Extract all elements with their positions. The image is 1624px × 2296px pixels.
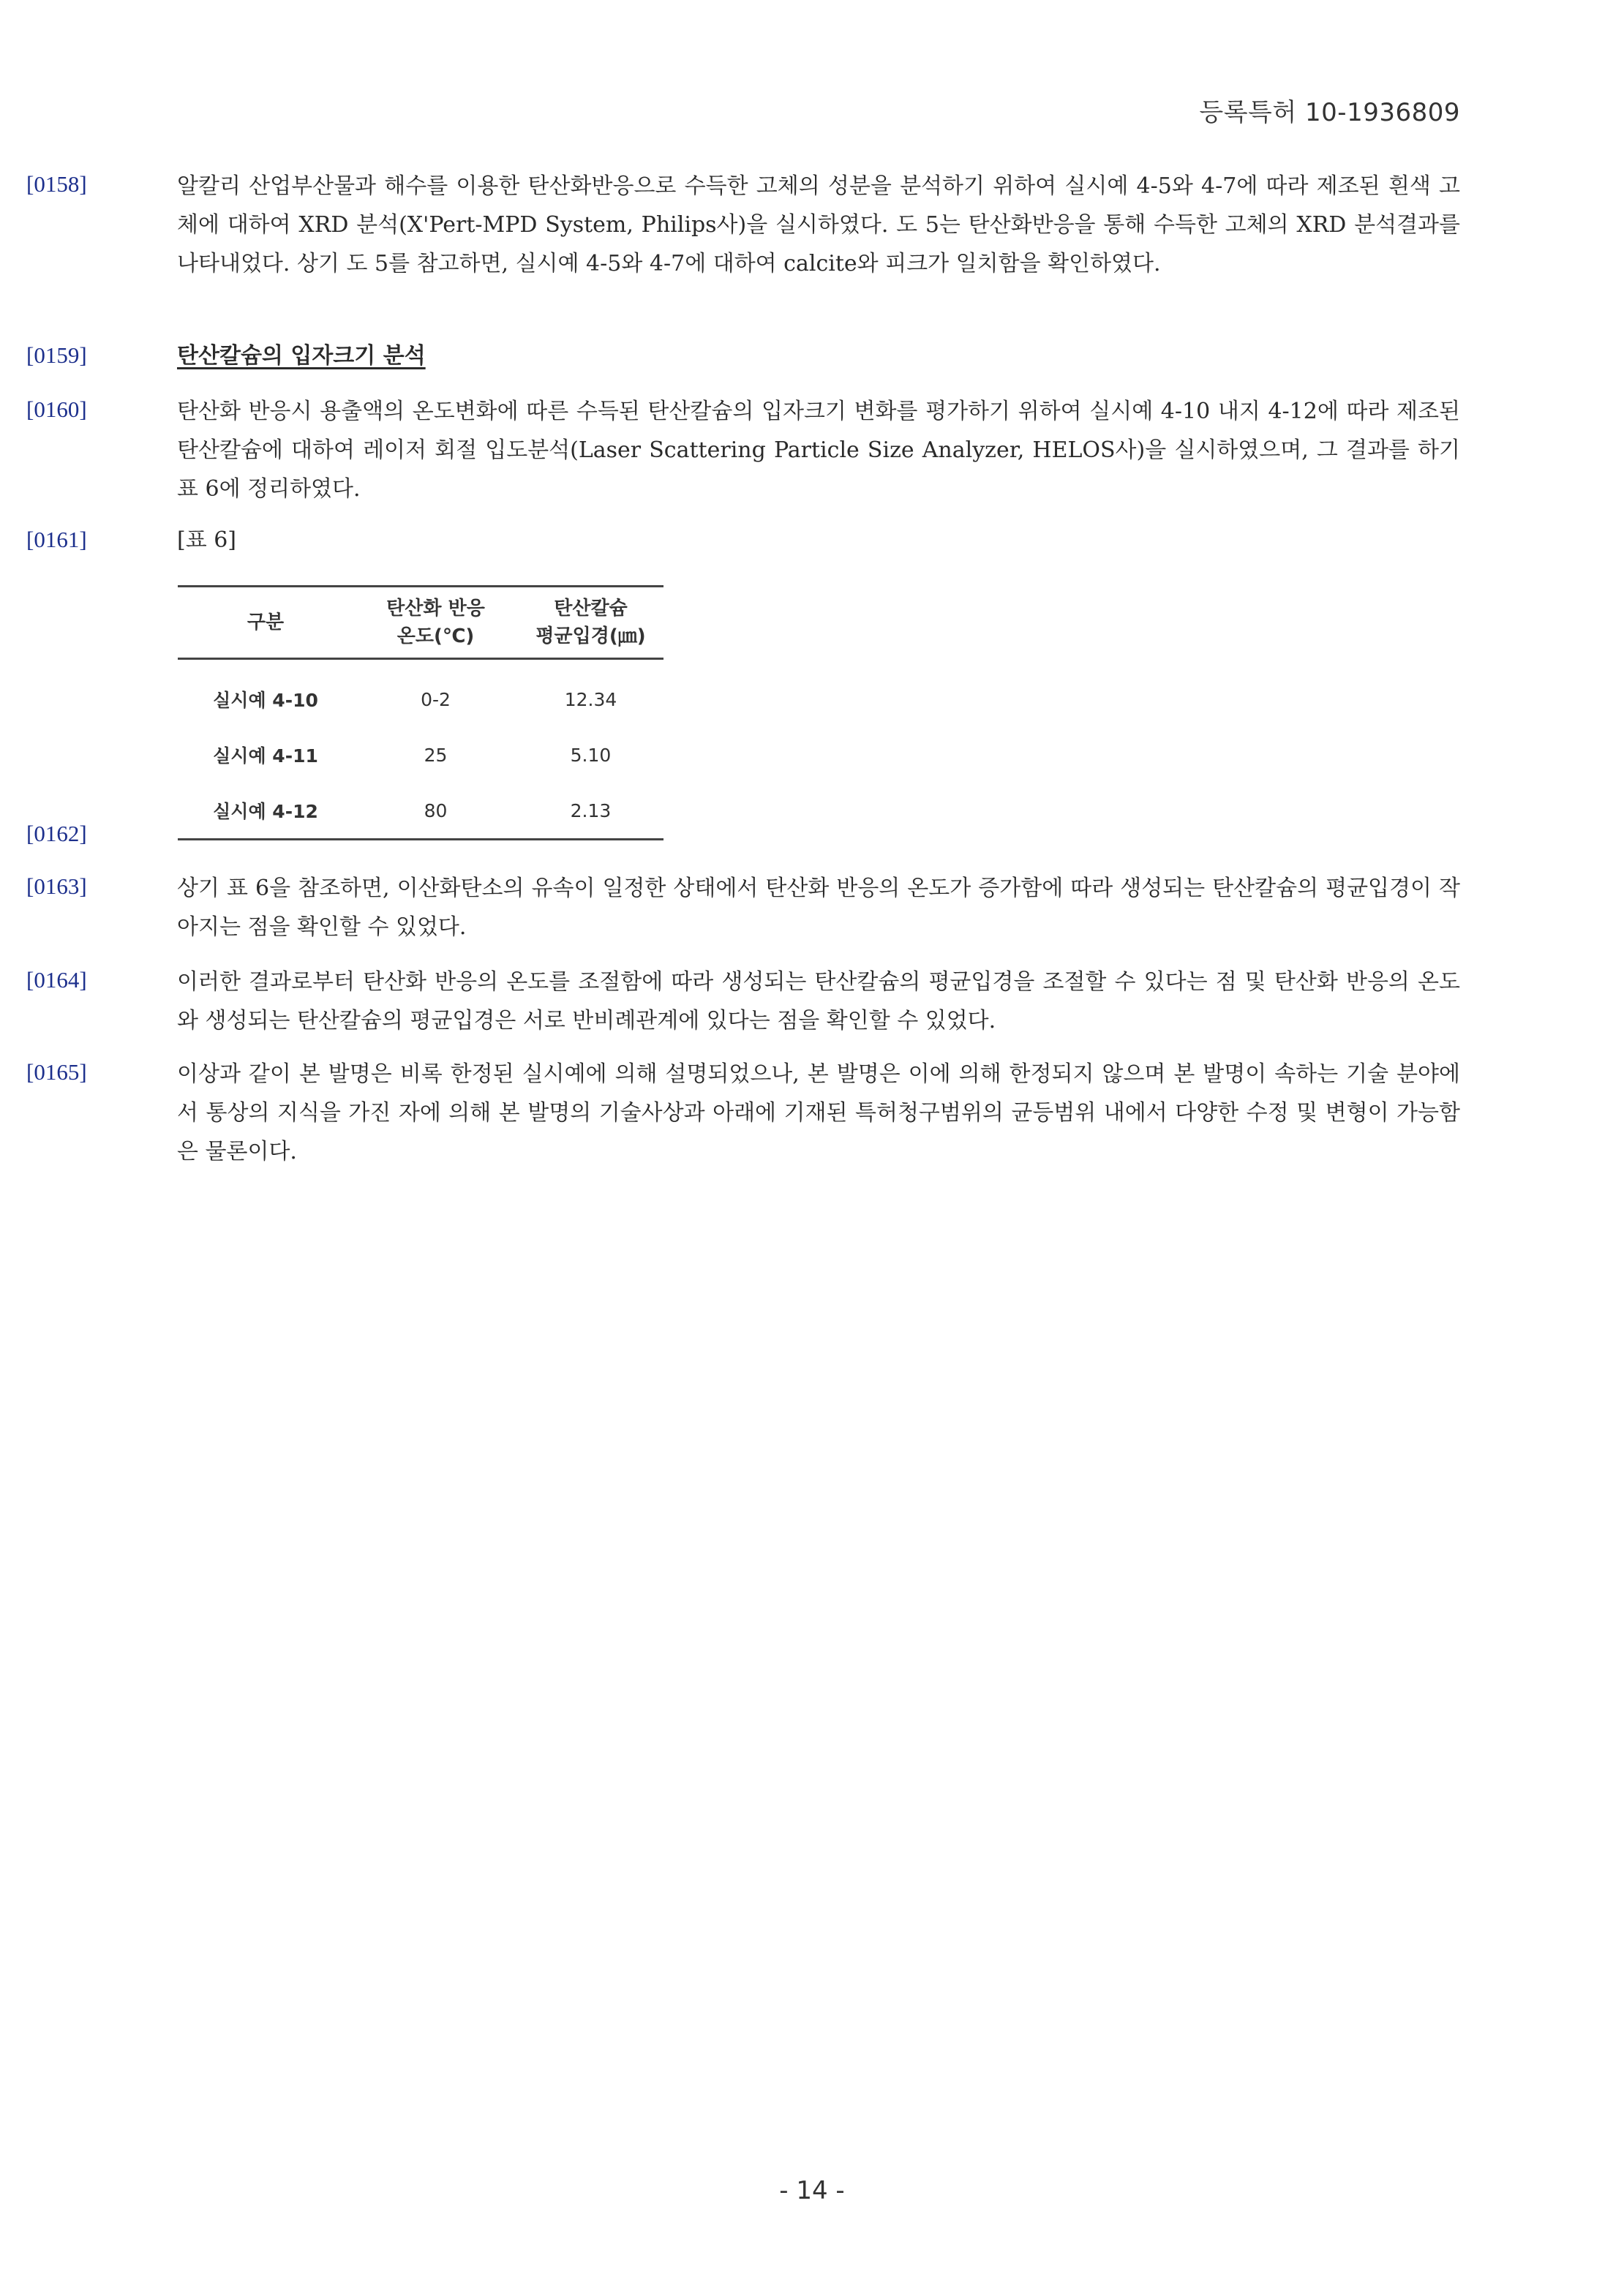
row-particle-size: 2.13 — [518, 783, 663, 840]
paragraph-number: [0161] — [26, 527, 87, 552]
table-row — [178, 727, 663, 783]
paragraph-number: [0158] — [26, 171, 87, 197]
row-label: 실시예 4-11 — [213, 745, 318, 767]
header-temperature: 탄산화 반응 온도(℃) — [353, 587, 518, 659]
paragraph-number: [0163] — [26, 873, 87, 899]
paragraph-text: 상기 표 6을 참조하면, 이산화탄소의 유속이 일정한 상태에서 탄산화 반응의 온도가 증가함에 따라 생성되는 탄산칼슘의 평균입경이 작아지는 점을 확인할 수 있었다. — [177, 876, 1460, 940]
header-particle-size: 탄산칼슘 평균입경(㎛) — [518, 587, 663, 659]
paragraph-text: 알칼리 산업부산물과 해수를 이용한 탄산화반응으로 수득한 고체의 성분을 분석하기 위하여 실시예 4-5와 4-7에 따라 제조된 흰색 고체에 대하여 XRD 분석(X'Pert-MPD System, Philips사)을 실시하였다. 도 5는 탄산화반응을 통해 수득한 고체의 XRD 분석결과를 나타내었다. 상기 도 5를 참고하면, 실시예 4-5와 4-7에 대하여 calcite와 피크가 일치함을 확인하였다. — [177, 173, 1460, 276]
header-category: 구분 — [178, 587, 353, 659]
section-heading: 탄산칼슘의 입자크기 분석 — [177, 343, 426, 369]
paragraph-number: [0165] — [26, 1059, 87, 1085]
paragraph-number: [0160] — [26, 396, 87, 422]
row-particle-size: 5.10 — [570, 744, 612, 766]
row-temperature: 80 — [353, 783, 518, 840]
row-particle-size: 12.34 — [564, 688, 617, 710]
table-caption: [표 6] — [177, 527, 237, 553]
table-6 — [178, 585, 663, 840]
paragraph-number: [0159] — [26, 342, 87, 368]
paragraph-text: 탄산화 반응시 용출액의 온도변화에 따른 수득된 탄산칼슘의 입자크기 변화를 평가하기 위하여 실시예 4-10 내지 4-12에 따라 제조된 탄산칼슘에 대하여 레이저 회절 입도분석(Laser Scattering Particle Size Analyzer, HELOS사)을 실시하였으며, 그 결과를 하기 표 6에 정리하였다. — [177, 399, 1460, 502]
paragraph-number: [0164] — [26, 967, 87, 993]
patent-number-header: 등록특허 10-1936809 — [1199, 98, 1460, 127]
row-label: 실시예 4-12 — [178, 783, 353, 840]
row-temperature: 0-2 — [421, 688, 451, 710]
page-number: - 14 - — [779, 2176, 845, 2205]
row-label: 실시예 4-10 — [213, 690, 318, 711]
paragraph-text: 이러한 결과로부터 탄산화 반응의 온도를 조절함에 따라 생성되는 탄산칼슘의 평균입경을 조절할 수 있다는 점 및 탄산화 반응의 온도와 생성되는 탄산칼슘의 평균입경은 서로 반비례관계에 있다는 점을 확인할 수 있었다. — [177, 969, 1460, 1034]
paragraph-number: [0162] — [26, 821, 87, 846]
table-row — [178, 659, 663, 728]
table-row — [178, 783, 663, 840]
paragraph-text: 이상과 같이 본 발명은 비록 한정된 실시예에 의해 설명되었으나, 본 발명은 이에 의해 한정되지 않으며 본 발명이 속하는 기술 분야에서 통상의 지식을 가진 자에 의해 본 발명의 기술사상과 아래에 기재된 특허청구범위의 균등범위 내에서 다양한 수정 및 변형이 가능함은 물론이다. — [177, 1061, 1460, 1164]
row-temperature: 25 — [424, 744, 448, 766]
